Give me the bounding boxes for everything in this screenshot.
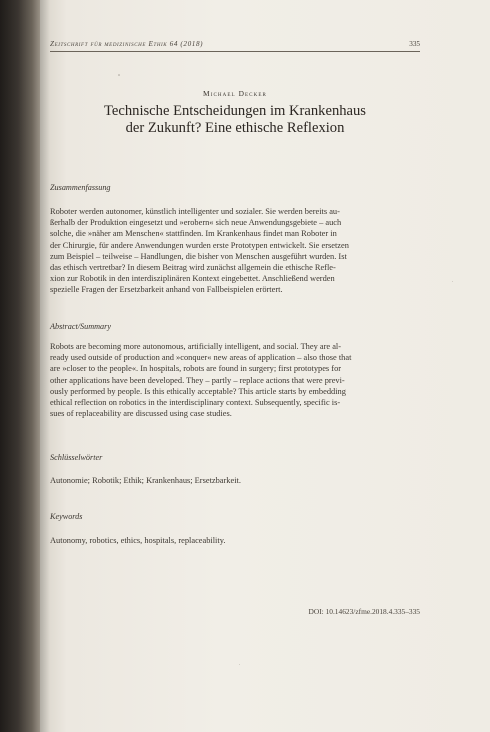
text-line: ßerhalb der Produktion eingesetzt und »erobern« sich neue Anwendungsgebiete – auch	[50, 218, 342, 228]
abstract-text	[50, 341, 420, 419]
text-line: der Chirurgie, für andere Anwendungen wurden erste Prototypen entwickelt. Sie ersetzen	[50, 240, 349, 250]
header-rule	[50, 51, 420, 52]
scan-speck	[118, 74, 120, 76]
scan-border-left	[0, 0, 40, 732]
running-head: Zeitschrift für medizinische Ethik 64 (2018)	[50, 40, 204, 48]
title-line-1: Technische Entscheidungen im Krankenhaus	[104, 103, 366, 119]
text-line: xion zur Robotik in den interdisziplinären Kontext eingebettet. Anschließend werden	[50, 274, 335, 284]
text-line: other applications have been developed. They – partly – replace actions that were previ-	[50, 375, 345, 385]
keywords-text	[50, 535, 420, 546]
text-line: ously performed by people. Is this ethically acceptable? This article starts by embedding	[50, 386, 346, 396]
page-gutter-shadow	[40, 0, 50, 732]
text-line: Autonomie; Robotik; Ethik; Krankenhaus; Ersetzbarkeit.	[50, 476, 241, 485]
text-line: zum Beispiel – teilweise – Handlungen, die bisher von Menschen ausgeführt wurden. Ist	[50, 251, 347, 261]
article-title	[50, 103, 420, 138]
page-number: 335	[409, 40, 420, 48]
title-line-2: der Zukunft? Eine ethische Reflexion	[125, 120, 345, 137]
text-line: are »closer to the people«. In hospitals, robots are found in surgery; first prototypes for	[50, 364, 342, 374]
text-line: das ethisch vertretbar? In diesem Beitrag wird zunächst allgemein die ethische Refle-	[50, 262, 336, 272]
text-line: spezielle Fragen der Ersetzbarkeit anhand von Fallbeispielen erörtert.	[50, 285, 283, 295]
text-line: ready used outside of production and »conquer« new areas of application – also those that	[50, 353, 352, 363]
text-line: Robots are becoming more autonomous, artificially intelligent, and social. They are al-	[50, 342, 342, 351]
text-line: Autonomy, robotics, ethics, hospitals, replaceability.	[50, 536, 226, 545]
text-line: Roboter werden autonomer, künstlich intelligenter und sozialer. Sie werden bereits au-	[50, 207, 340, 216]
doi: DOI: 10.14623/zfme.2018.4.335–335	[308, 607, 420, 616]
keywords-heading: Keywords	[50, 512, 83, 521]
zusammenfassung-heading: Zusammenfassung	[50, 183, 111, 192]
schluesselwoerter-heading: Schlüsselwörter	[50, 453, 103, 462]
schluesselwoerter-text	[50, 475, 420, 486]
abstract-heading: Abstract/Summary	[50, 322, 111, 331]
text-line: sues of replaceability are discussed using case studies.	[50, 409, 232, 419]
text-line: solche, die »näher am Menschen« stattfinden. Im Krankenhaus findet man Roboter in	[50, 229, 337, 239]
article-author: Michael Decker	[203, 89, 267, 98]
zusammenfassung-text	[50, 206, 420, 296]
text-line: ethical reflection on robotics in the interdisciplinary context. Subsequently, specific is-	[50, 397, 341, 407]
